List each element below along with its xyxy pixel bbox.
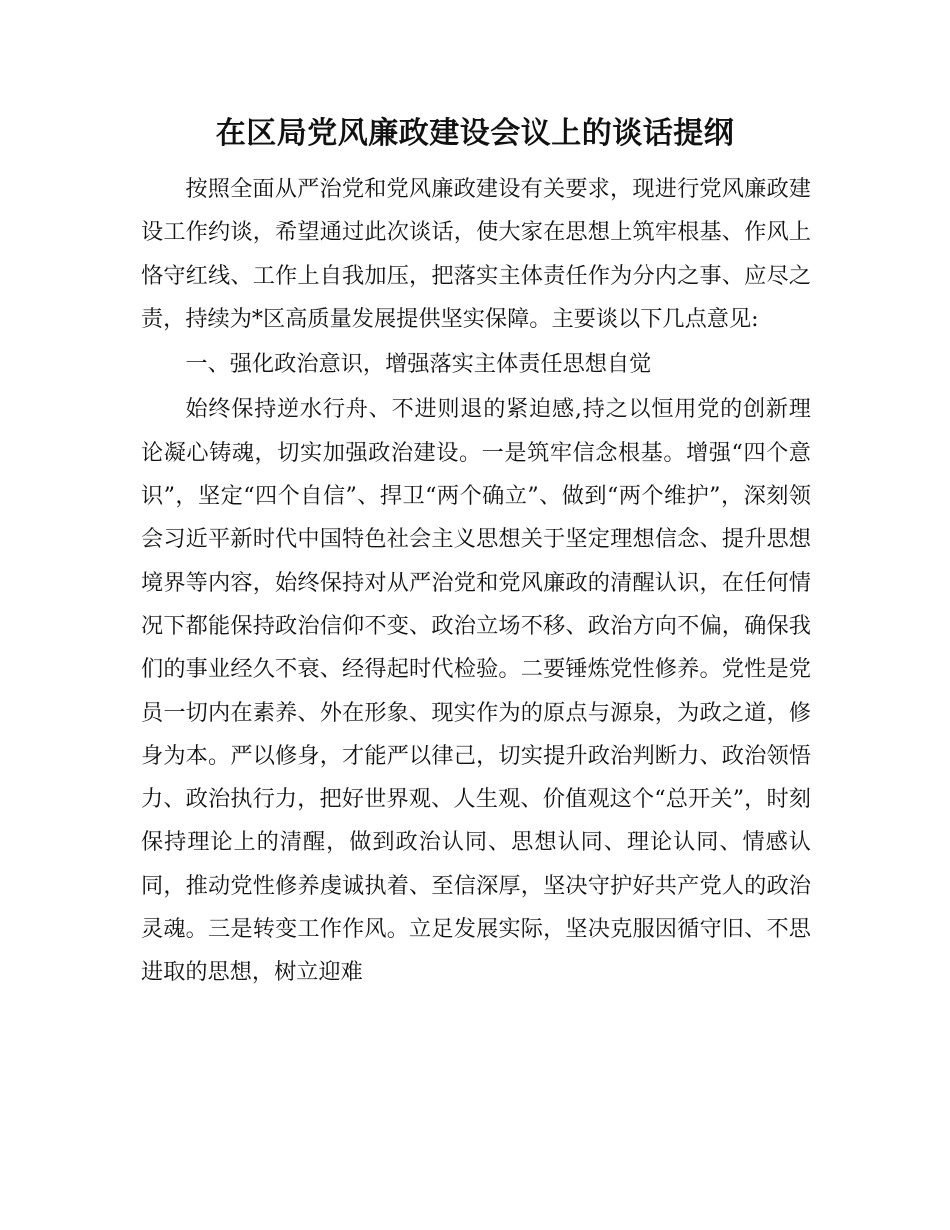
document-body bbox=[141, 168, 811, 995]
section-heading: 一、强化政治意识，增强落实主体责任思想自觉 bbox=[185, 351, 652, 378]
intro-paragraph: 按照全面从严治党和党风廉政建设有关要求，现进行党风廉政建设工作约谈，希望通过此次谈话，使大家在思想上筑牢根基、作风上恪守红线、工作上自我加压，把落实主体责任作为分内之事、应尽之责，持续为*区高质量发展提供坚实保障。主要谈以下几点意见: bbox=[141, 176, 811, 332]
document-title: 在区局党风廉政建设会议上的谈话提纲 bbox=[215, 116, 735, 151]
section-paragraph: 始终保持逆水行舟、不进则退的紧迫感,持之以恒用党的创新理论凝心铸魂，切实加强政治建设。一是筑牢信念根基。增强“四个意识”，坚定“四个自信”、捍卫“两个确立”、做到“两个维护”，深刻领会习近平新时代中国特色社会主义思想关于坚定理想信念、提升思想境界等内容，始终保持对从严治党和党风廉政的清醒认识，在任何情况下都能保持政治信仰不变、政治立场不移、政治方向不偏，确保我们的事业经久不衰、经得起时代检验。二要锤炼党性修养。党性是党员一切内在素养、外在形象、现实作为的原点与源泉，为政之道，修身为本。严以修身，才能严以律己，切实提升政治判断力、政治领悟力、政治执行力，把好世界观、人生观、价值观这个“总开关”，时刻保持理论上的清醒，做到政治认同、思想认同、理论认同、情感认同，推动党性修养虔诚执着、至信深厚，坚决守护好共产党人的政治灵魂。三是转变工作作风。立足发展实际，坚决克服因循守旧、不思进取的思想，树立迎难 bbox=[141, 396, 811, 986]
